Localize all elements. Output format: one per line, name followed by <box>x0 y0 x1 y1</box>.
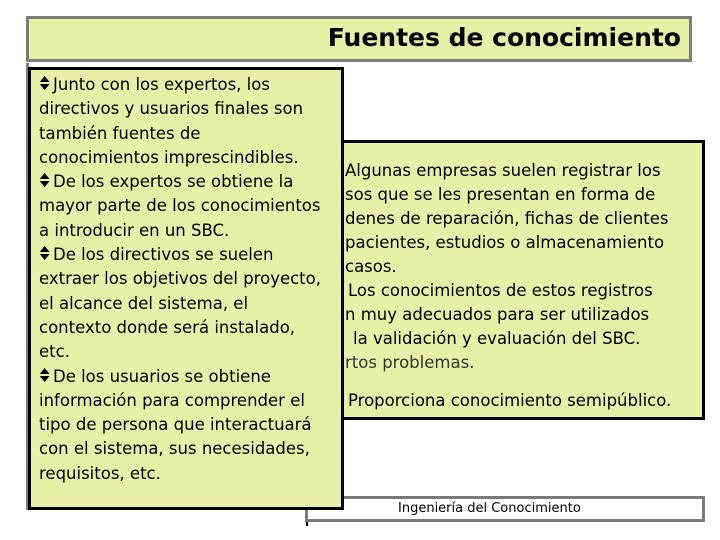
left-text-panel <box>28 67 344 510</box>
right-panel-line: pacientes, estudios o almacenamiento <box>345 233 665 252</box>
slide-title: Fuentes de conocimiento <box>327 23 681 52</box>
left-panel-line-text: información para comprender el <box>39 390 305 410</box>
updown-arrow-icon <box>40 74 53 98</box>
left-panel-line-text: el alcance del sistema, el <box>39 293 249 313</box>
left-panel-line-text: con el sistema, sus necesidades, <box>39 439 310 459</box>
footer-label: Ingeniería del Conocimiento <box>398 501 581 516</box>
left-panel-line-text: tipo de persona que interactuará <box>39 415 312 435</box>
left-panel-line-text: De los usuarios se obtiene <box>53 366 271 386</box>
left-panel-line <box>39 73 321 97</box>
left-panel-line <box>39 365 321 389</box>
updown-arrow-icon <box>40 171 53 195</box>
left-panel-line <box>39 219 321 243</box>
left-panel-line-text: también fuentes de <box>39 123 201 143</box>
left-panel-line <box>39 413 321 437</box>
left-panel-line-text: mayor parte de los conocimientos <box>39 196 321 216</box>
right-panel-line: la validación y evaluación del SBC. <box>353 329 641 348</box>
left-panel-line-text: De los directivos se suelen <box>53 245 274 265</box>
left-panel-line-text: a introducir en un SBC. <box>39 220 230 240</box>
right-text-panel <box>300 140 705 420</box>
left-panel-line <box>39 267 321 291</box>
left-panel-line <box>39 340 321 364</box>
updown-arrow-icon <box>40 244 53 268</box>
connector-line <box>168 508 308 526</box>
left-panel-line <box>39 243 321 267</box>
left-panel-line <box>39 170 321 194</box>
left-panel-line-text: etc. <box>39 342 70 362</box>
right-panel-line: denes de reparación, fichas de clientes <box>345 209 669 228</box>
left-panel-line <box>39 194 321 218</box>
left-panel-line <box>39 316 321 340</box>
right-panel-line: sos que se les presentan en forma de <box>345 185 656 204</box>
left-panel-line <box>39 97 321 121</box>
left-panel-line-text: contexto donde será instalado, <box>39 317 296 337</box>
right-panel-line: casos. <box>345 257 397 276</box>
left-panel-line <box>39 389 321 413</box>
right-panel-line: Proporciona conocimiento semipúblico. <box>348 391 672 410</box>
left-panel-line-text: extraer los objetivos del proyecto, <box>39 269 321 289</box>
right-panel-line: rtos problemas. <box>345 353 475 372</box>
right-panel-line: Los conocimientos de estos registros <box>348 281 653 300</box>
left-panel-line <box>39 462 321 486</box>
left-panel-line-text: Junto con los expertos, los <box>53 75 270 94</box>
right-panel-line: n muy adecuados para ser utilizados <box>345 305 650 324</box>
title-bar <box>26 16 692 62</box>
left-panel-line-text: De los expertos se obtiene la <box>53 172 294 192</box>
right-panel-line: Algunas empresas suelen registrar los <box>345 161 661 180</box>
left-panel-line <box>39 122 321 146</box>
left-panel-line <box>39 292 321 316</box>
left-panel-line-text: requisitos, etc. <box>39 463 161 483</box>
left-panel-line-text: directivos y usuarios finales son <box>39 99 304 119</box>
updown-arrow-icon <box>40 366 53 390</box>
left-panel-line <box>39 437 321 461</box>
left-panel-text <box>39 73 321 486</box>
left-panel-line-text: conocimientos imprescindibles. <box>39 147 299 167</box>
left-panel-line <box>39 146 321 170</box>
